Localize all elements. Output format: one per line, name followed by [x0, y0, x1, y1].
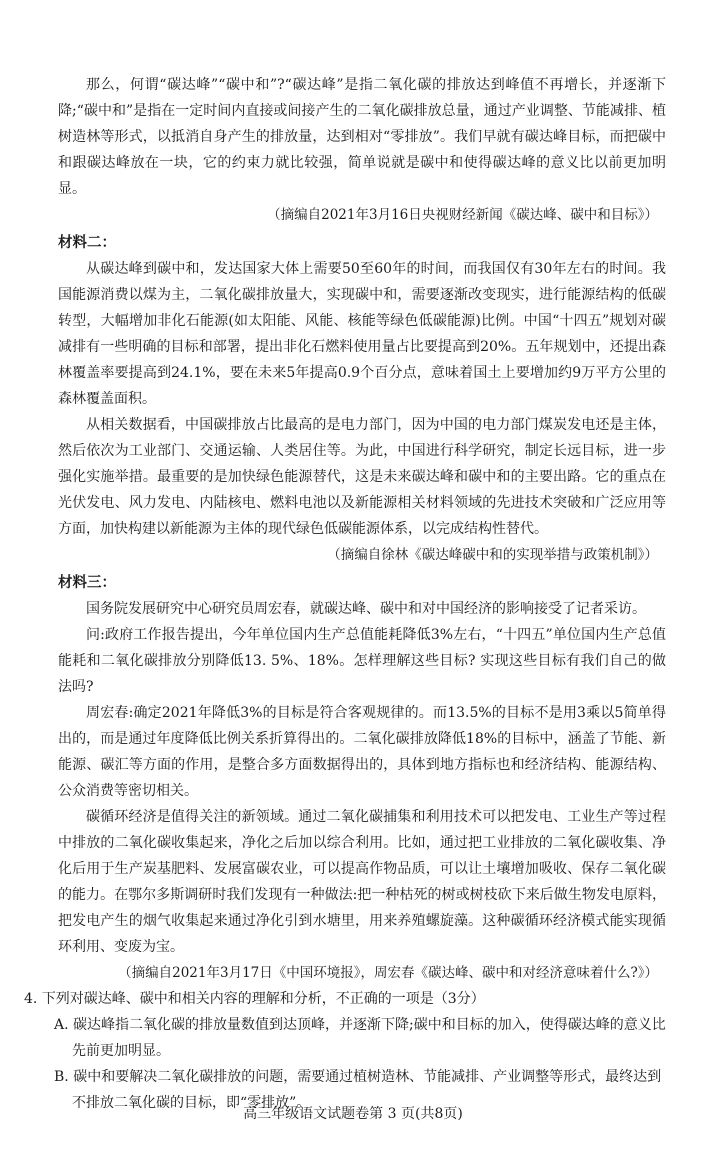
option-b: B. 碳中和要解决二氧化碳排放的问题，需要通过植树造林、节能减排、产业调整等形式，最终达到不排放二氧化碳的目标，即“零排放”。 — [54, 1069, 662, 1111]
material-2-paragraph-2: 从相关数据看，中国碳排放占比最高的是电力部门，因为中国的电力部门煤炭发电还是主体，然后依次为工业部门、交通运输、人类居住等。为此，中国进行科学研究，制定长远目标，进一步强化实施举措。最重要的是加快绿色能源替代，这是未来碳达峰和碳中和的主要出路。它的重点在光伏发电、风力发电、内陆核电、燃料电池以及新能源相关材料领域的先进技术突破和广泛应用等方面，加快构建以新能源为主体的现代绿色低碳能源体系，以完成结构性替代。 — [58, 417, 666, 537]
source-citation-1: （摘编自2021年3月16日央视财经新闻《碳达峰、碳中和目标》） — [267, 207, 658, 223]
exam-page — [0, 72, 706, 1171]
source-citation-3: （摘编自2021年3月17日《中国环境报》，周宏春《碳达峰、碳中和对经济意味着什么?》） — [118, 965, 658, 981]
intro-paragraph: 那么，何谓“碳达峰”“碳中和”?“碳达峰”是指二氧化碳的排放达到峰值不再增长，并逐渐下降;“碳中和”是指在一定时间内直接或间接产生的二氧化碳排放总量，通过产业调整、节能减排、植树造林等形式，以抵消自身产生的排放量，达到相对“零排放”。我们早就有碳达峰目标，而把碳中和跟碳达峰放在一块，它的约束力就比较强，简单说就是碳中和使得碳达峰的意义比以前更加明显。 — [58, 77, 666, 197]
page-footer: 高三年级语文试题卷第 3 页(共8页) — [243, 1106, 463, 1122]
material-2-paragraph-1: 从碳达峰到碳中和，发达国家大体上需要50至60年的时间，而我国仅有30年左右的时间。我国能源消费以煤为主，二氧化碳排放量大，实现碳中和，需要逐渐改变现实，进行能源结构的低碳转型，大幅增加非化石能源(如太阳能、风能、核能等绿色低碳能源)比例。中国“十四五”规划对碳减排有一些明确的目标和部署，提出非化石燃料使用量占比要提高到20%。五年规划中，还提出森林覆盖率要提高到24.1%，要在未来5年提高0.9个百分点，意味着国土上要增加约9万平方公里的森林覆盖面积。 — [58, 261, 666, 407]
source-citation-2: （摘编自徐林《碳达峰碳中和的实现举措与政策机制》） — [327, 547, 658, 563]
material-2-heading: 材料二： — [58, 235, 116, 251]
material-3-paragraph-2: 问:政府工作报告提出，今年单位国内生产总值能耗降低3%左右，“十四五”单位国内生产总值能耗和二氧化碳排放分别降低13. 5%、18%。怎样理解这些目标? 实现这些目标有我们自己的做法吗? — [58, 627, 666, 695]
option-a: A. 碳达峰指二氧化碳的排放量数值到达顶峰，并逐渐下降;碳中和目标的加入，使得碳达峰的意义比先前更加明显。 — [54, 1017, 666, 1059]
material-3-paragraph-1: 国务院发展研究中心研究员周宏春，就碳达峰、碳中和对中国经济的影响接受了记者采访。 — [86, 601, 646, 617]
question-4: 4. 下列对碳达峰、碳中和相关内容的理解和分析，不正确的一项是（3分） — [24, 991, 485, 1007]
material-3-heading: 材料三： — [58, 575, 116, 591]
material-3-paragraph-4: 碳循环经济是值得关注的新领域。通过二氧化碳捕集和利用技术可以把发电、工业生产等过程中排放的二氧化碳收集起来，净化之后加以综合利用。比如，通过把工业排放的二氧化碳收集、净化后用于生产炭基肥料、发展富碳农业，可以提高作物品质，可以让土壤增加吸收、保存二氧化碳的能力。在鄂尔多斯调研时我们发现有一种做法:把一种枯死的树或树枝砍下来后做生物发电原料，把发电产生的烟气收集起来通过净化引到水塘里，用来养殖螺旋藻。这种碳循环经济模式能实现循环利用、变废为宝。 — [58, 809, 666, 955]
material-3-paragraph-3: 周宏春:确定2021年降低3%的目标是符合客观规律的。而13.5%的目标不是用3乘以5简单得出的，而是通过年度降低比例关系折算得出的。二氧化碳排放降低18%的目标中，涵盖了节能、新能源、碳汇等方面的作用，是整合多方面数据得出的，具体到地方指标也和经济结构、能源结构、公众消费等密切相关。 — [58, 705, 666, 799]
